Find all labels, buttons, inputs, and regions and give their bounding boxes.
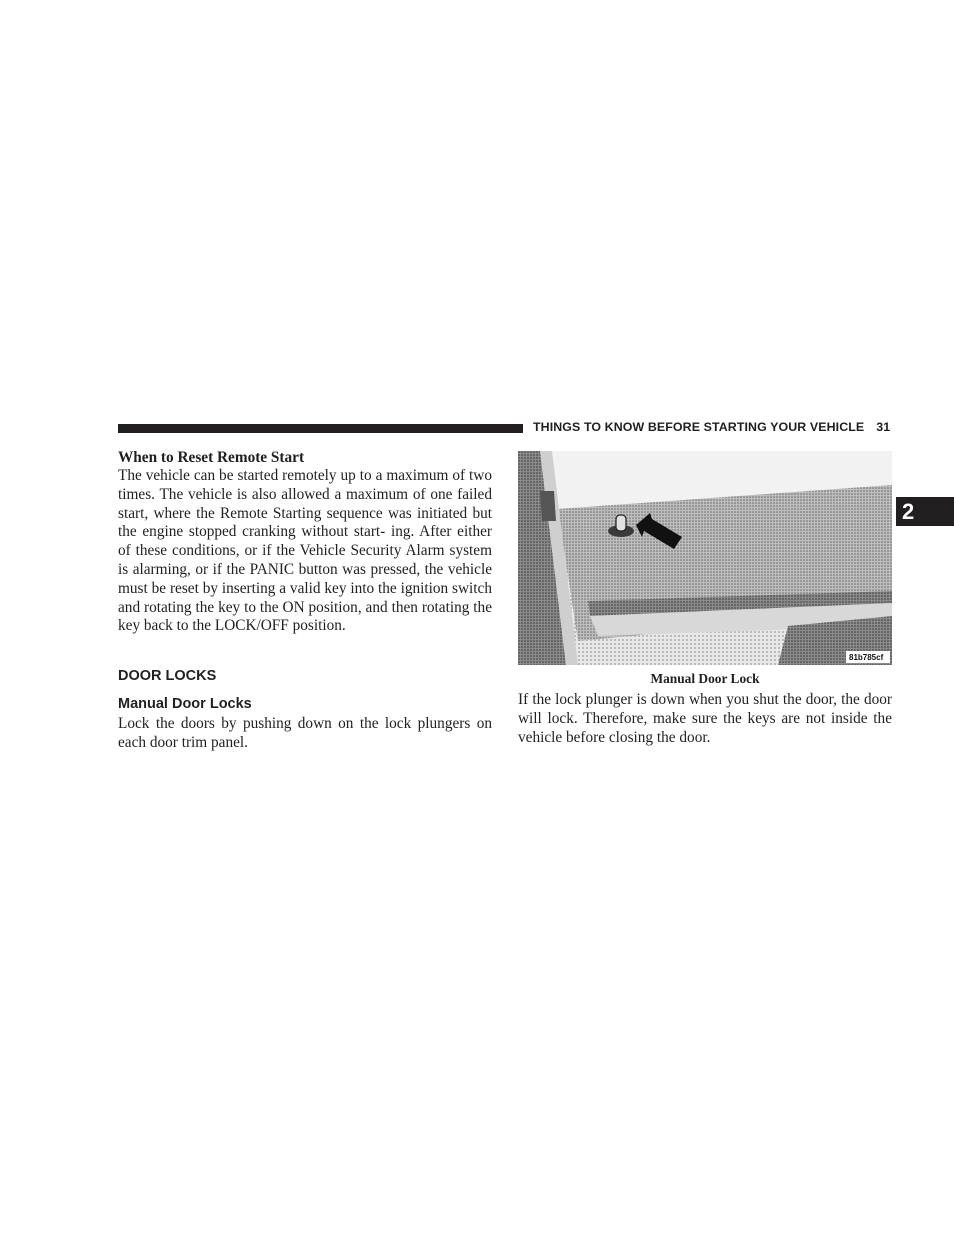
running-head <box>533 420 891 434</box>
door-lock-illustration <box>518 451 892 665</box>
reset-paragraph: The vehicle can be started remotely up to a maximum of two times. The vehicle is also allowed a maximum of one failed start, where the Remote Starting sequence was initiated but the engine stopped cranking without start- ing. After either of these conditions, or if the Vehicle Security Alarm system is alarming, or if the PANIC button was pressed, the vehicle must be reset by inserting a valid key into the ignition switch and rotating the key to the ON position, and then rotating the key back to the LOCK/OFF position. <box>118 467 492 635</box>
figure-caption: Manual Door Lock <box>650 671 760 686</box>
page-number: 31 <box>876 420 891 434</box>
manual-door-locks-paragraph: Lock the doors by pushing down on the lock plungers on each door trim panel. <box>118 715 492 751</box>
left-column <box>118 448 492 636</box>
after-figure-paragraph: If the lock plunger is down when you shut the door, the door will lock. Therefore, make sure the keys are not inside the vehicle before closing the door. <box>518 691 892 746</box>
header-rule <box>118 424 523 433</box>
door-lock-figure <box>518 451 892 665</box>
figure-code: 81b785cf <box>849 653 884 662</box>
manual-door-locks-heading: Manual Door Locks <box>118 696 252 712</box>
door-locks-heading: DOOR LOCKS <box>118 668 217 684</box>
section-title: THINGS TO KNOW BEFORE STARTING YOUR VEHICLE <box>533 420 865 434</box>
reset-heading: When to Reset Remote Start <box>118 449 305 466</box>
chapter-tab: 2 <box>896 497 954 526</box>
